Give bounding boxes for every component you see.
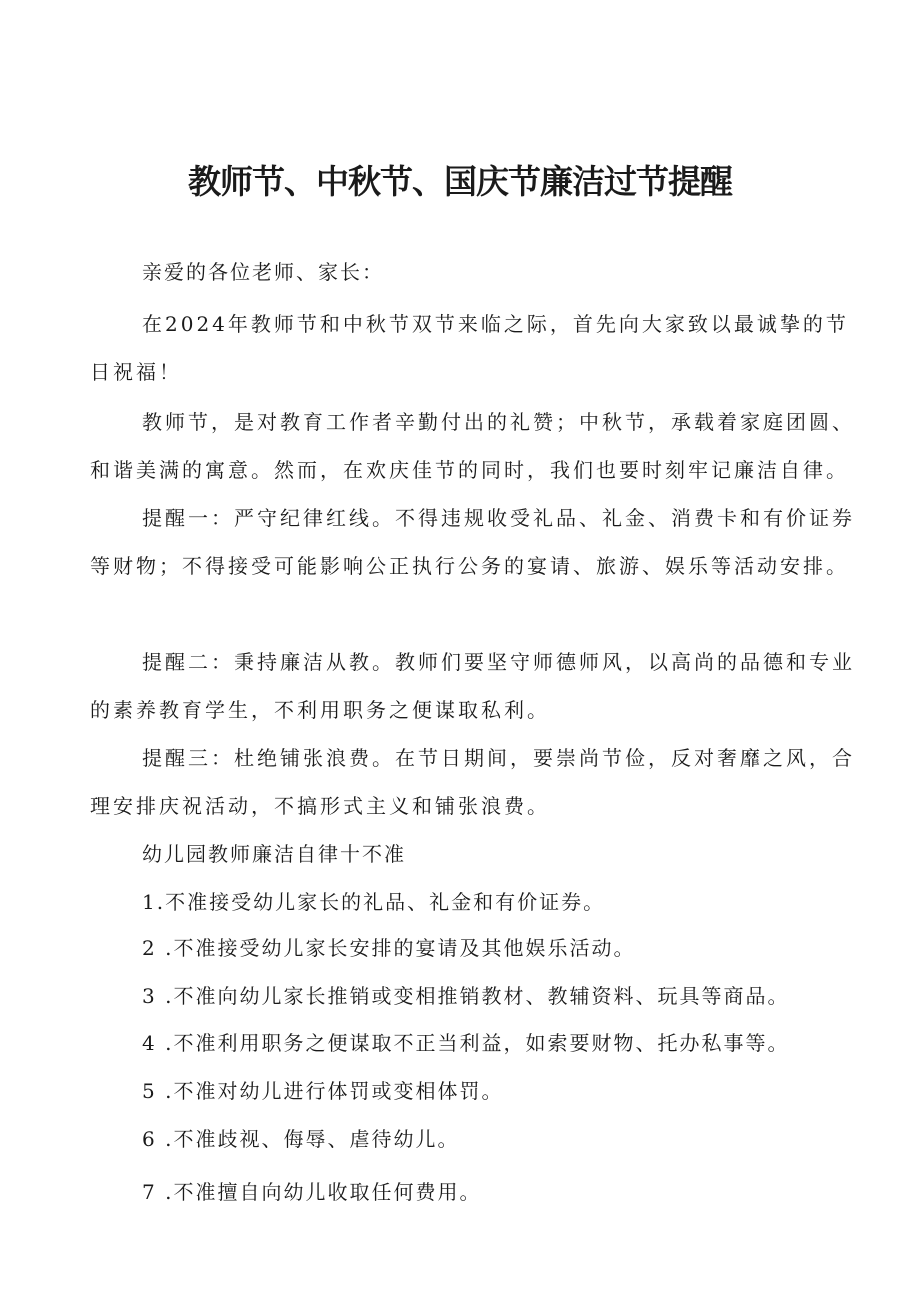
rule-item: 1.不准接受幼儿家长的礼品、礼金和有价证券。 [142, 890, 606, 914]
rule-item: 7 .不准擅自向幼儿收取任何费用。 [142, 1180, 482, 1204]
document-title: 教师节、中秋节、国庆节廉洁过节提醒 [188, 162, 732, 201]
rule-item: 3 .不准向幼儿家长推销或变相推销教材、教辅资料、玩具等商品。 [142, 984, 790, 1008]
greeting: 亲爱的各位老师、家长： [142, 260, 384, 284]
paragraph-reminder-three: 提醒三：杜绝铺张浪费。在节日期间，要崇尚节俭，反对奢靡之风，合理安排庆祝活动，不搞形式主义和铺张浪费。 [90, 746, 855, 818]
paragraph-reminder-two: 提醒二：秉持廉洁从教。教师们要坚守师德师风，以高尚的品德和专业的素养教育学生，不利用职务之便谋取私利。 [90, 650, 855, 722]
rule-item: 2 .不准接受幼儿家长安排的宴请及其他娱乐活动。 [142, 936, 636, 960]
paragraph-festival-meaning: 教师节，是对教育工作者辛勤付出的礼赞；中秋节，承载着家庭团圆、和谐美满的寓意。然而，在欢庆佳节的同时，我们也要时刻牢记廉洁自律。 [90, 410, 855, 482]
rules-heading: 幼儿园教师廉洁自律十不准 [142, 842, 406, 866]
rule-item: 6 .不准歧视、侮辱、虐待幼儿。 [142, 1127, 460, 1151]
paragraph-reminder-one: 提醒一：严守纪律红线。不得违规收受礼品、礼金、消费卡和有价证券等财物；不得接受可能影响公正执行公务的宴请、旅游、娱乐等活动安排。 [90, 506, 855, 578]
rule-item: 4 .不准利用职务之便谋取不正当利益，如索要财物、托办私事等。 [142, 1031, 790, 1055]
paragraph-blessing: 在2024年教师节和中秋节双节来临之际，首先向大家致以最诚挚的节日祝福！ [90, 312, 849, 384]
rule-item: 5 .不准对幼儿进行体罚或变相体罚。 [142, 1079, 504, 1103]
